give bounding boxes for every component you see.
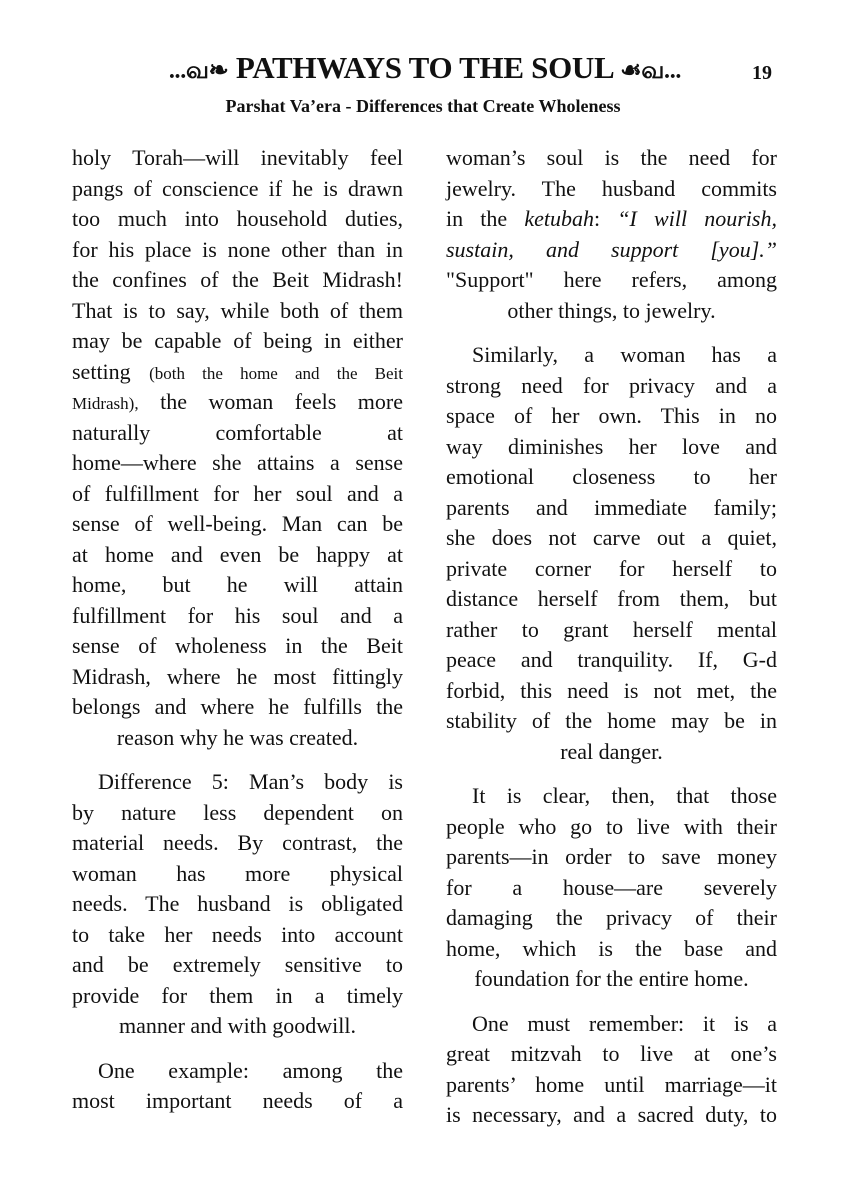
text-line: provide for them in a timely — [72, 982, 403, 1008]
italic-text: ketubah — [524, 206, 595, 231]
text-line: distance herself from them, but — [446, 586, 777, 611]
parenthetical-text: (both the home and the Beit — [149, 363, 403, 383]
text-line: Midrash, where he most fittingly — [72, 663, 403, 689]
text-line: too much into household duties, — [72, 206, 403, 231]
text-line: most important needs of a — [72, 1088, 403, 1113]
text-line: way diminishes her love and — [446, 433, 777, 459]
parenthetical-text: Midrash), — [72, 394, 139, 413]
paragraph — [446, 781, 777, 995]
text-line: fulfillment for his soul and a — [72, 602, 403, 628]
text-line: One example: among the — [98, 1057, 403, 1083]
text-line: may be capable of being in either — [72, 328, 403, 353]
text-line: people who go to live with their — [446, 813, 777, 839]
text-line: naturally comfortable at — [72, 419, 403, 445]
text-line: woman has more physical — [72, 860, 403, 886]
paragraph — [72, 143, 403, 753]
text-line: reason why he was created. — [116, 724, 359, 750]
text-line: for a house—are severely — [446, 874, 777, 900]
paragraph — [72, 767, 403, 1042]
text-line: That is to say, while both of them — [72, 297, 403, 323]
text-line: rather to grant herself mental — [446, 616, 777, 642]
text-line: other things, to jewelry. — [507, 297, 716, 323]
text-line: forbid, this need is not met, the — [446, 677, 777, 703]
text-line: Similarly, a woman has a — [472, 342, 777, 367]
chapter-subtitle: Parshat Va’era - Differences that Create Wholeness — [225, 96, 621, 116]
text-line: "Support" here refers, among — [446, 267, 777, 292]
text-line: Difference 5: Man’s body is — [98, 769, 403, 794]
text-line: stability of the home may be in — [446, 708, 777, 733]
text-span: in the — [446, 206, 525, 231]
text-line: parents and immediate family; — [446, 494, 777, 520]
text-line: One must remember: it is a — [472, 1010, 777, 1036]
text-line: for his place is none other than in — [72, 236, 403, 262]
text-line: emotional closeness to her — [446, 464, 777, 489]
paragraph — [446, 340, 777, 767]
text-line: manner and with goodwill. — [118, 1013, 357, 1038]
paragraph — [446, 1009, 777, 1131]
ornament-right-icon: ☙வ... — [620, 58, 682, 84]
text-line: woman’s soul is the need for — [446, 145, 777, 170]
text-line: to take her needs into account — [72, 921, 403, 947]
text-line: parents’ home until marriage—it — [446, 1071, 777, 1097]
text-line: is necessary, and a sacred duty, to — [446, 1102, 777, 1127]
text-line: by nature less dependent on — [72, 799, 403, 825]
paragraph — [446, 143, 777, 326]
text-line: damaging the privacy of their — [446, 905, 777, 930]
text-span: setting — [72, 358, 150, 384]
text-line: sense of wholeness in the Beit — [72, 633, 403, 658]
text-line: space of her own. This in no — [446, 403, 777, 428]
text-line: home, but he will attain — [72, 572, 403, 597]
text-line: pangs of conscience if he is drawn — [72, 175, 403, 201]
book-title — [130, 50, 720, 87]
text-line: real danger. — [560, 738, 663, 764]
text-line: home—where she attains a sense — [72, 450, 403, 475]
text-line: at home and even be happy at — [72, 541, 403, 567]
text-line: It is clear, then, that those — [472, 783, 777, 808]
text-line — [446, 235, 777, 266]
italic-text: “I will nourish, — [617, 206, 777, 231]
text-line: of fulfillment for her soul and a — [72, 480, 403, 506]
right-column — [446, 143, 777, 1145]
text-span: the woman feels more — [138, 389, 403, 414]
text-line: the confines of the Beit Midrash! — [72, 267, 403, 292]
text-line: private corner for herself to — [446, 555, 777, 581]
paragraph — [72, 1056, 403, 1117]
text-line: home, which is the base and — [446, 935, 777, 961]
text-line: parents—in order to save money — [446, 844, 777, 869]
text-line: great mitzvah to live at one’s — [446, 1041, 777, 1066]
left-column — [72, 143, 403, 1131]
text-line: foundation for the entire home. — [474, 966, 749, 991]
text-line: sense of well-being. Man can be — [72, 511, 403, 536]
text-span: : — [594, 206, 618, 231]
text-line: she does not carve out a quiet, — [446, 525, 777, 550]
text-line — [72, 387, 403, 418]
text-line: holy Torah—will inevitably feel — [72, 145, 403, 170]
text-line: jewelry. The husband commits — [446, 175, 777, 201]
text-line: needs. The husband is obligated — [72, 891, 403, 916]
ornament-left-icon: ...வ❧ — [168, 58, 229, 84]
page-number: 19 — [752, 62, 772, 84]
text-line — [446, 204, 777, 235]
text-line — [72, 357, 403, 388]
book-title-text: PATHWAYS TO THE SOUL — [235, 50, 613, 85]
italic-text: sustain, and support [you].” — [446, 236, 777, 262]
text-line: and be extremely sensitive to — [72, 952, 403, 977]
text-line: material needs. By contrast, the — [72, 830, 403, 855]
text-line: peace and tranquility. If, G-d — [446, 647, 777, 672]
text-line: strong need for privacy and a — [446, 372, 777, 398]
text-line: belongs and where he fulfills the — [72, 694, 403, 719]
